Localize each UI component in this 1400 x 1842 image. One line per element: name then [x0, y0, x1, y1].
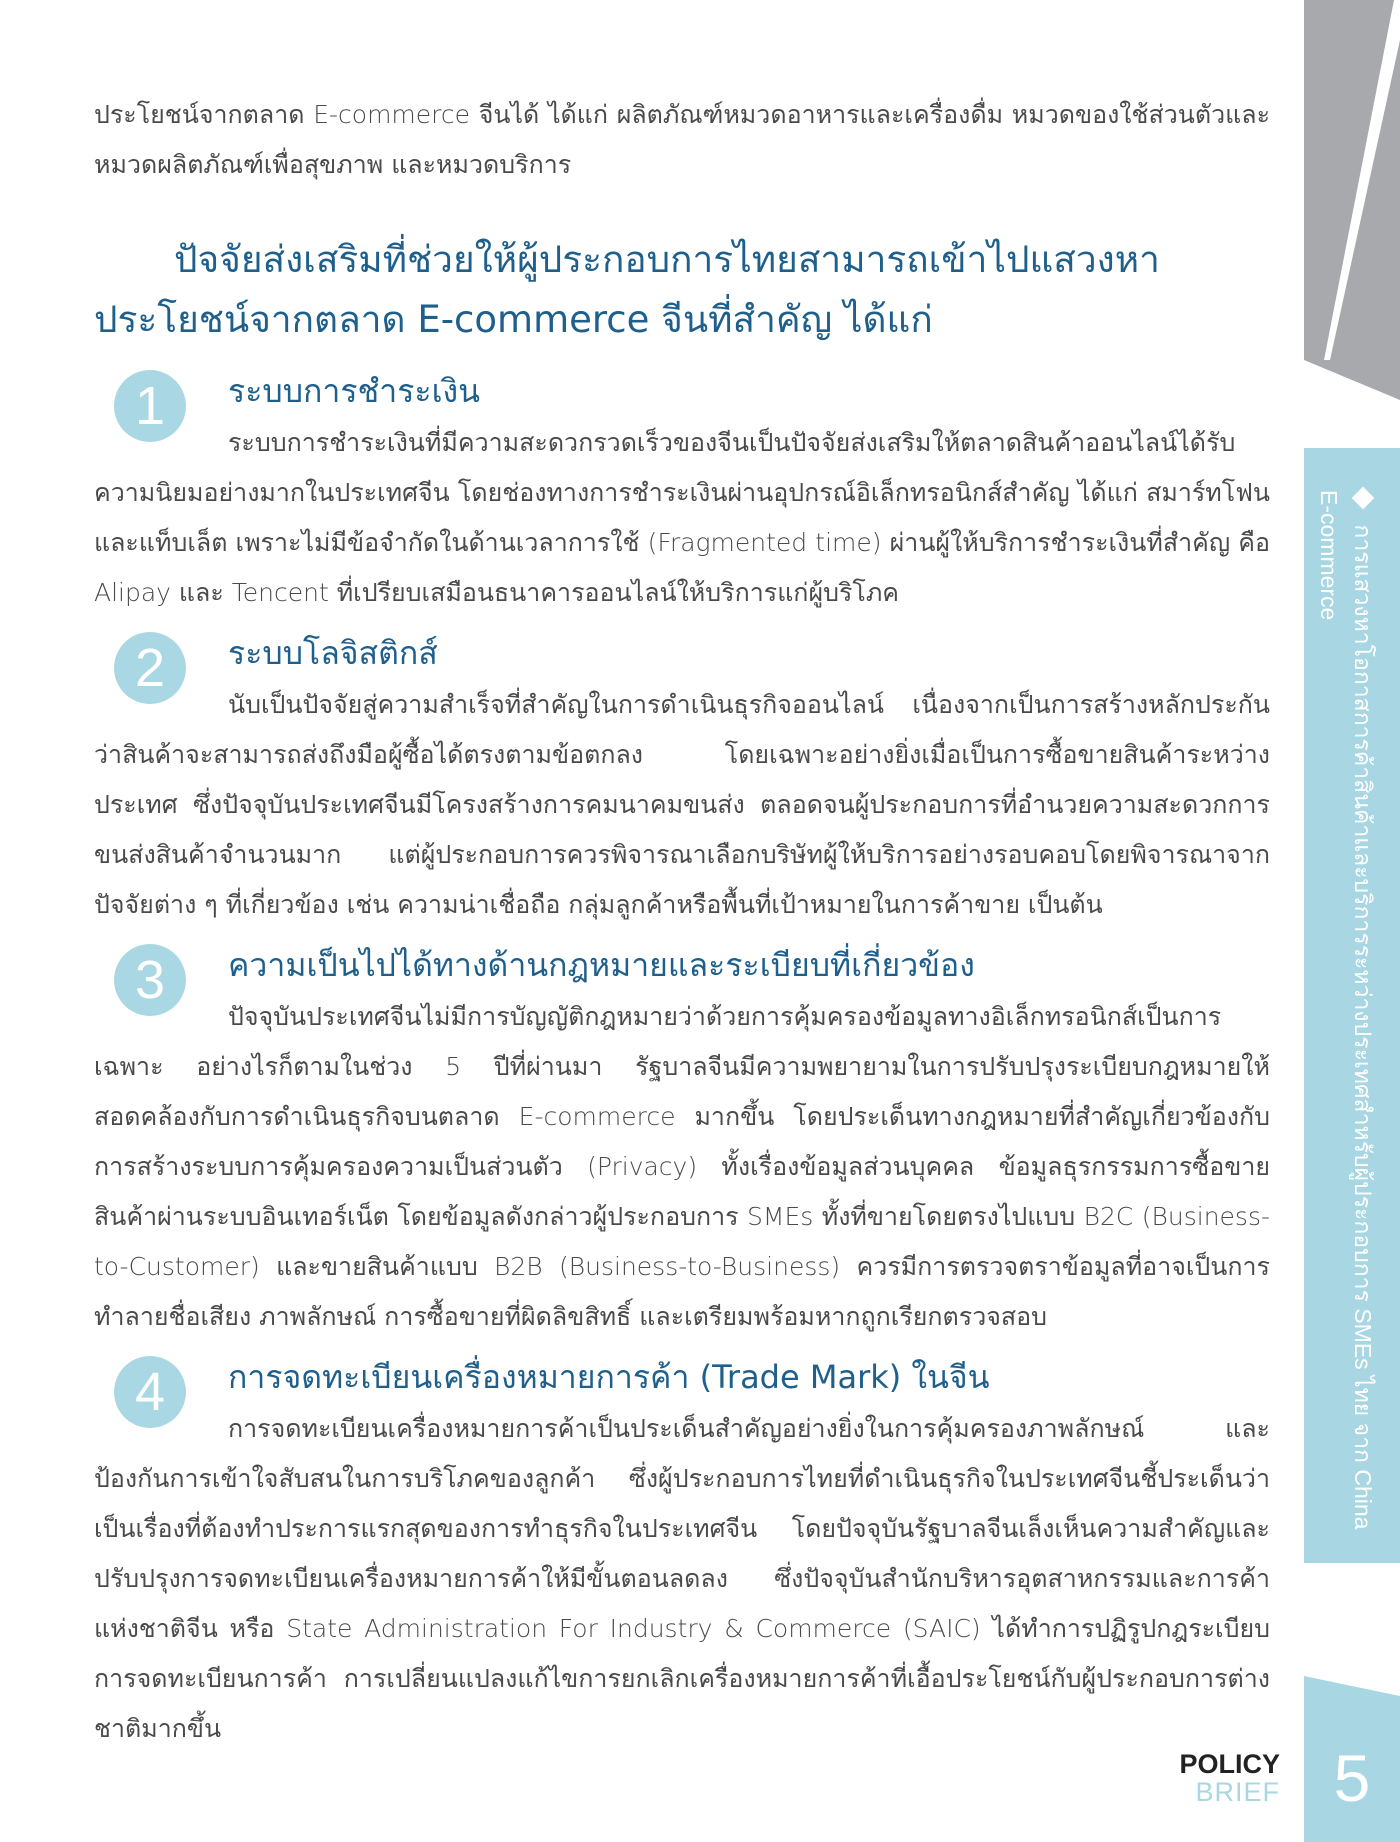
side-title: การแสวงหาโอกาสการค้าสินค้าและบริการระหว่างประเทศสำหรับผู้ประกอบการ SMEs ไทย จาก China E-commerce	[1316, 490, 1376, 1530]
factor-section-1	[94, 364, 1270, 618]
number-badge-2: 2	[114, 632, 186, 704]
section-heading: ปัจจัยส่งเสริมที่ช่วยให้ผู้ประกอบการไทยสามารถเข้าไปแสวงหาประโยชน์จากตลาด E-commerce จีนที่สำคัญ ได้แก่	[94, 238, 1160, 341]
number-badge-4: 4	[114, 1356, 186, 1428]
diamond-icon	[1352, 487, 1375, 510]
factor-title-1: ระบบการชำระเงิน	[228, 372, 481, 410]
intro-paragraph: ประโยชน์จากตลาด E-commerce จีนได้ ได้แก่ ผลิตภัณฑ์หมวดอาหารและเครื่องดื่ม หมวดของใช้ส่วนตัวและหมวดผลิตภัณฑ์เพื่อสุขภาพ และหมวดบริการ	[94, 100, 1270, 179]
factor-title-4: การจดทะเบียนเครื่องหมายการค้า (Trade Mark) ในจีน	[228, 1358, 990, 1396]
factor-section-3	[94, 938, 1270, 1342]
brand-line1: POLICY	[1179, 1749, 1280, 1779]
factor-title-3: ความเป็นไปได้ทางด้านกฎหมายและระเบียบที่เกี่ยวข้อง	[228, 946, 975, 984]
main-content	[94, 90, 1270, 1754]
factor-body-3: ปัจจุบันประเทศจีนไม่มีการบัญญัติกฎหมายว่าด้วยการคุ้มครองข้อมูลทางอิเล็กทรอนิกส์เป็นการเฉพาะ อย่างไรก็ตามในช่วง 5 ปีที่ผ่านมา รัฐบาลจีนมีความพยายามในการปรับปรุงระเบียบกฎหมายให้สอดคล้องกับการดำเนินธุรกิจบนตลาด E-commerce มากขึ้น โดยประเด็นทางกฎหมายที่สำคัญเกี่ยวข้องกับการสร้างระบบการคุ้มครองความเป็นส่วนตัว (Privacy) ทั้งเรื่องข้อมูลส่วนบุคคล ข้อมูลธุรกรรมการซื้อขายสินค้าผ่านระบบอินเทอร์เน็ต โดยข้อมูลดังกล่าวผู้ประกอบการ SMEs ทั้งที่ขายโดยตรงไปแบบ B2C (Business-to-Customer) และขายสินค้าแบบ B2B (Business-to-Business) ควรมีการตรวจตราข้อมูลที่อาจเป็นการทำลายชื่อเสียง ภาพลักษณ์ การซื้อขายที่ผิดลิขสิทธิ์ และเตรียมพร้อมหากถูกเรียกตรวจสอบ	[94, 1002, 1270, 1331]
number-badge-3: 3	[114, 944, 186, 1016]
factor-section-2	[94, 626, 1270, 930]
brand-line2: BRIEF	[1195, 1777, 1280, 1807]
factor-title-2: ระบบโลจิสติกส์	[228, 634, 438, 672]
side-decoration	[1304, 0, 1400, 400]
factor-body-1: ระบบการชำระเงินที่มีความสะดวกรวดเร็วของจีนเป็นปัจจัยส่งเสริมให้ตลาดสินค้าออนไลน์ได้รับความนิยมอย่างมากในประเทศจีน โดยช่องทางการชำระเงินผ่านอุปกรณ์อิเล็กทรอนิกส์สำคัญ ได้แก่ สมาร์ทโฟนและแท็บเล็ต เพราะไม่มีข้อจำกัดในด้านเวลาการใช้ (Fragmented time) ผ่านผู้ให้บริการชำระเงินที่สำคัญ คือ Alipay และ Tencent ที่เปรียบเสมือนธนาคารออนไลน์ให้บริการแก่ผู้บริโภค	[94, 428, 1270, 607]
page-number: 5	[1333, 1741, 1371, 1815]
side-title-container	[1310, 490, 1380, 1550]
number-badge-1: 1	[114, 370, 186, 442]
factor-section-4	[94, 1350, 1270, 1754]
brand-logo	[1150, 1750, 1280, 1806]
factor-body-4: การจดทะเบียนเครื่องหมายการค้าเป็นประเด็นสำคัญอย่างยิ่งในการคุ้มครองภาพลักษณ์ และป้องกันการเข้าใจสับสนในการบริโภคของลูกค้า ซึ่งผู้ประกอบการไทยที่ดำเนินธุรกิจในประเทศจีนชี้ประเด็นว่าเป็นเรื่องที่ต้องทำประการแรกสุดของการทำธุรกิจในประเทศจีน โดยปัจจุบันรัฐบาลจีนเล็งเห็นความสำคัญและปรับปรุงการจดทะเบียนเครื่องหมายการค้าให้มีขั้นตอนลดลง ซึ่งปัจจุบันสำนักบริหารอุตสาหกรรมและการค้าแห่งชาติจีน หรือ State Administration For Industry & Commerce (SAIC) ได้ทำการปฏิรูปกฎระเบียบการจดทะเบียนการค้า การเปลี่ยนแปลงแก้ไขการยกเลิกเครื่องหมายการค้าที่เอื้อประโยชน์กับผู้ประกอบการต่างชาติมากขึ้น	[94, 1414, 1270, 1743]
factor-body-2: นับเป็นปัจจัยสู่ความสำเร็จที่สำคัญในการดำเนินธุรกิจออนไลน์ เนื่องจากเป็นการสร้างหลักประกันว่าสินค้าจะสามารถส่งถึงมือผู้ซื้อได้ตรงตามข้อตกลง โดยเฉพาะอย่างยิ่งเมื่อเป็นการซื้อขายสินค้าระหว่างประเทศ ซึ่งปัจจุบันประเทศจีนมีโครงสร้างการคมนาคมขนส่ง ตลอดจนผู้ประกอบการที่อำนวยความสะดวกการขนส่งสินค้าจำนวนมาก แต่ผู้ประกอบการควรพิจารณาเลือกบริษัทผู้ให้บริการอย่างรอบคอบโดยพิจารณาจากปัจจัยต่าง ๆ ที่เกี่ยวข้อง เช่น ความน่าเชื่อถือ กลุ่มลูกค้าหรือพื้นที่เป้าหมายในการค้าขาย เป็นต้น	[94, 690, 1270, 919]
